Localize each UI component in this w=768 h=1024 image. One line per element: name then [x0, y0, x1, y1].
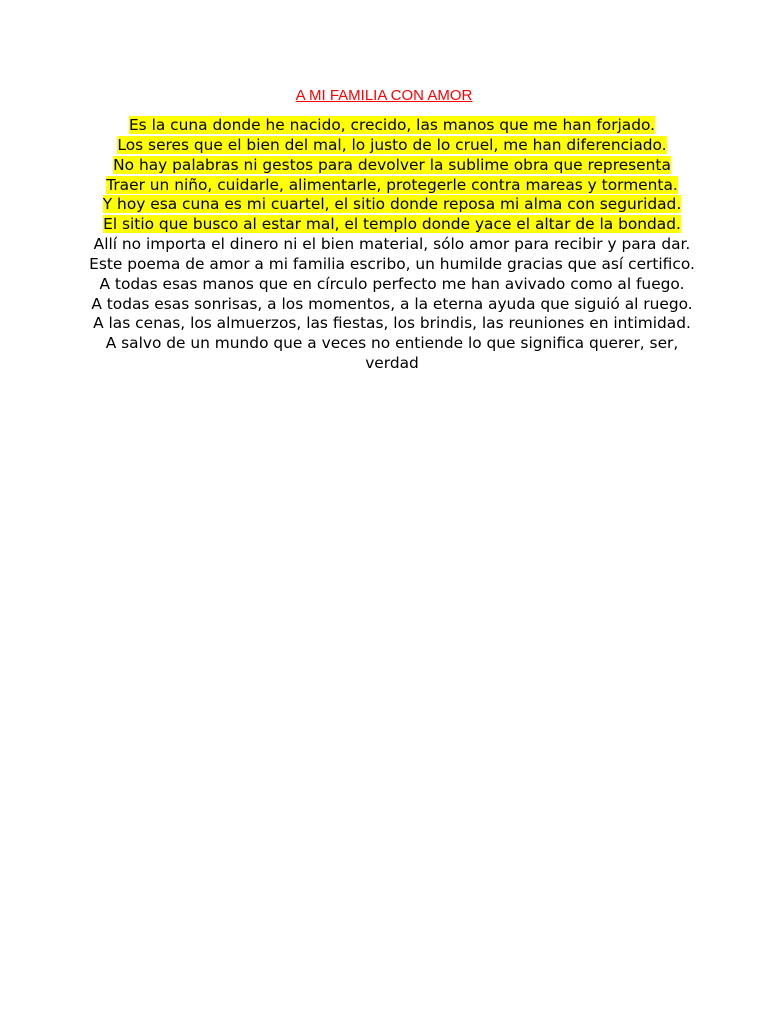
poem-line: Este poema de amor a mi familia escribo, un humilde gracias que así certifico. [89, 254, 695, 273]
highlighted-text: Es la cuna donde he nacido, crecido, las manos que me han forjado. [128, 116, 656, 134]
poem-line [80, 176, 704, 196]
poem-line: A las cenas, los almuerzos, las fiestas, los brindis, las reuniones en intimidad. [93, 314, 691, 333]
poem-line: A todas esas manos que en círculo perfecto me han avivado como al fuego. [99, 274, 685, 293]
poem-line: Allí no importa el dinero ni el bien material, sólo amor para recibir y para dar. [93, 235, 691, 254]
highlighted-text: No hay palabras ni gestos para devolver la sublime obra que representa [113, 155, 671, 174]
poem-title: A MI FAMILIA CON AMOR [295, 87, 473, 104]
poem-line [80, 156, 704, 176]
highlighted-text: Los seres que el bien del mal, lo justo de lo cruel, me han diferenciado. [117, 135, 667, 154]
poem-body [80, 116, 704, 374]
highlighted-text: Traer un niño, cuidarle, alimentarle, protegerle contra mareas y tormenta. [106, 175, 678, 194]
poem-line [80, 215, 704, 235]
highlighted-text: Y hoy esa cuna es mi cuartel, el sitio donde reposa mi alma con seguridad. [102, 195, 682, 214]
poem-line [80, 195, 704, 215]
poem-line [80, 136, 704, 156]
poem-line: A todas esas sonrisas, a los momentos, a la eterna ayuda que siguió al ruego. [91, 294, 693, 313]
highlighted-text: El sitio que busco al estar mal, el templo donde yace el altar de la bondad. [103, 215, 681, 234]
poem-line [80, 116, 704, 136]
poem-line: A salvo de un mundo que a veces no entiende lo que significa querer, ser, verdad [105, 334, 679, 373]
